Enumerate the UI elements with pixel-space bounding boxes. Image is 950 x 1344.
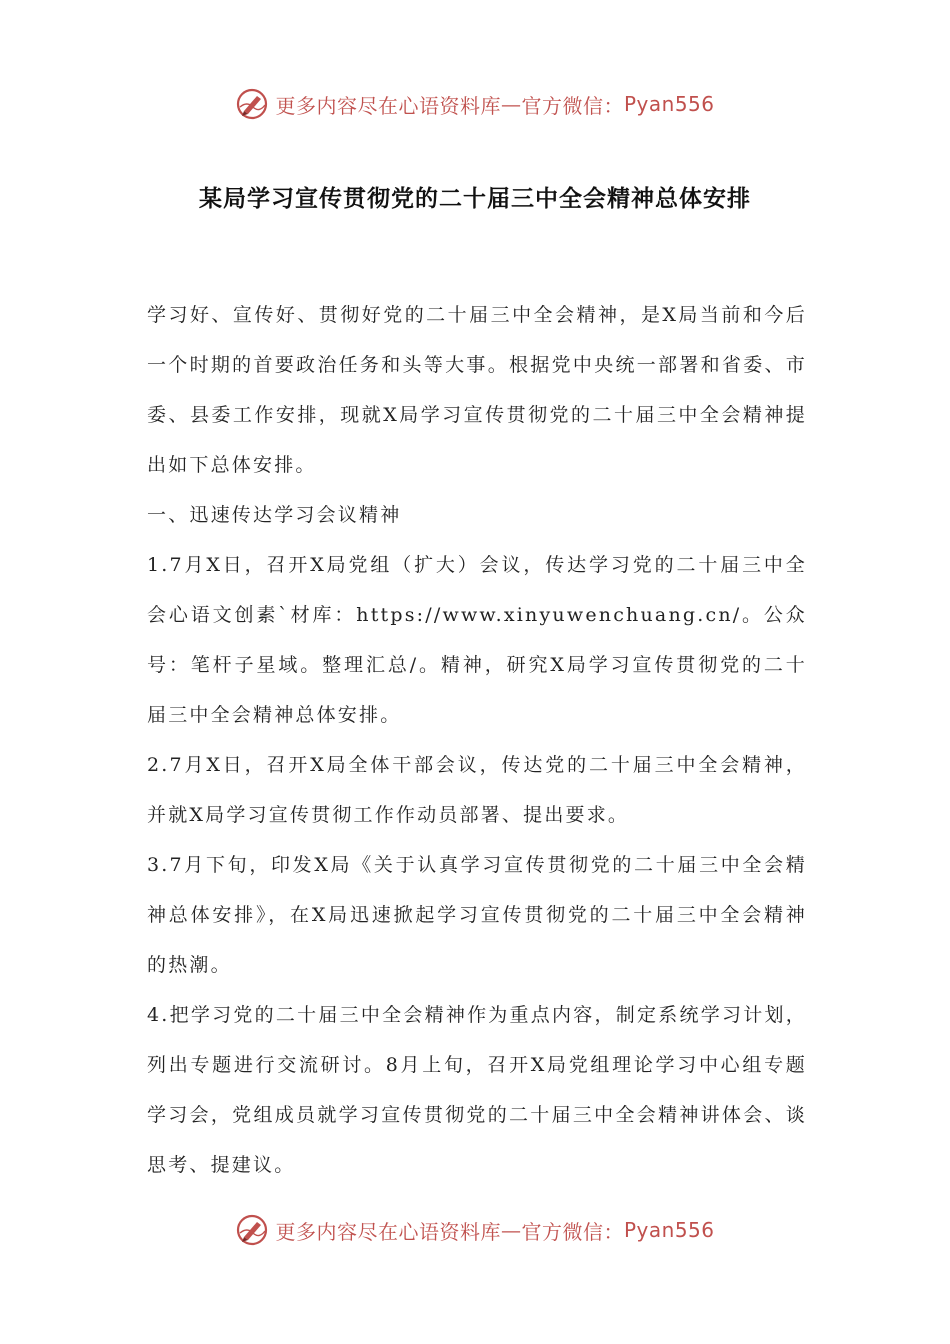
document-body — [147, 290, 807, 1190]
list-item: 1.7月X日，召开X局党组（扩大）会议，传达学习党的二十届三中全会心语文创素`材库：https://www.xinyuwenchuang.cn/。公众号：笔杆子星域。整理汇总/。精神，研究X局学习宣传贯彻党的二十届三中全会精神总体安排。 — [147, 554, 807, 726]
watermark-separator: — — [500, 1218, 522, 1242]
list-item: 3.7月下旬，印发X局《关于认真学习宣传贯彻党的二十届三中全会精神总体安排》，在X局迅速掀起学习宣传贯彻党的二十届三中全会精神的热潮。 — [147, 854, 807, 976]
list-item: 4.把学习党的二十届三中全会精神作为重点内容，制定系统学习计划，列出专题进行交流研讨。8月上旬，召开X局党组理论学习中心组专题学习会，党组成员就学习宣传贯彻党的二十届三中全会精神讲体会、谈思考、提建议。 — [147, 1004, 807, 1176]
section-heading: 一、迅速传达学习会议精神 — [147, 504, 402, 526]
watermark-text: 更多内容尽在心语资料库 — [275, 1219, 501, 1244]
footer-watermark — [0, 1208, 950, 1252]
watermark-contact-label: 官方微信： — [521, 1219, 624, 1244]
watermark-separator: — — [500, 92, 522, 116]
list-item: 2.7月X日，召开X局全体干部会议，传达党的二十届三中全会精神，并就X局学习宣传贯彻工作作动员部署、提出要求。 — [147, 754, 807, 826]
pen-logo-icon — [235, 1213, 269, 1247]
watermark-text: 更多内容尽在心语资料库 — [275, 93, 501, 118]
watermark-contact-id: Pyan556 — [623, 92, 715, 116]
pen-logo-icon — [235, 87, 269, 121]
intro-paragraph: 学习好、宣传好、贯彻好党的二十届三中全会精神，是X局当前和今后一个时期的首要政治任务和头等大事。根据党中央统一部署和省委、市委、县委工作安排，现就X局学习宣传贯彻党的二十届三中全会精神提出如下总体安排。 — [147, 304, 807, 476]
watermark-contact-label: 官方微信： — [521, 93, 624, 118]
header-watermark — [0, 82, 950, 126]
watermark-contact-id: Pyan556 — [623, 1218, 715, 1242]
document-title: 某局学习宣传贯彻党的二十届三中全会精神总体安排 — [199, 186, 751, 212]
